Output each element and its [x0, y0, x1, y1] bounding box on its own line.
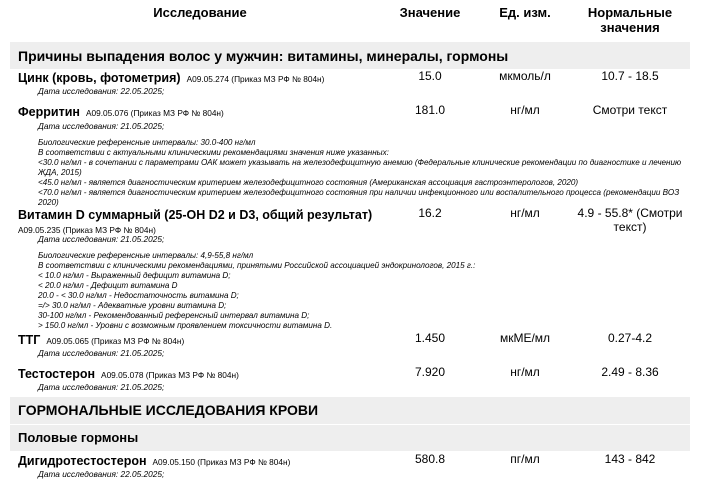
test-name: Ферритин — [18, 105, 80, 119]
unit-tsh: мкМЕ/мл — [499, 331, 551, 345]
header-value: Значение — [399, 5, 461, 20]
ferritin-reference-note — [38, 138, 688, 208]
unit-vitamin-d: нг/мл — [510, 206, 540, 220]
note-line: > 150.0 нг/мл - Уровни с возможным проявлением токсичности витамина D. — [38, 321, 333, 330]
note-line: <45.0 нг/мл - является диагностическим критерием железодефицитного состояния (Американская ассоциация гастроэнтерологов, 2020) — [38, 178, 579, 187]
norm-ferritin: Смотри текст — [592, 103, 668, 117]
section-title: ГОРМОНАЛЬНЫЕ ИССЛЕДОВАНИЯ КРОВИ — [18, 402, 319, 418]
date-zinc: Дата исследования: 22.05.2025; — [38, 86, 165, 96]
section-vitamins-minerals-hormones — [10, 42, 690, 69]
section-title: Причины выпадения волос у мужчин: витамины, минералы, гормоны — [18, 48, 509, 64]
note-line: <70.0 нг/мл - является диагностическим критерием железодефицитного состояния при наличии инфекционного или воспалительного процесса (рекомендации ВОЗ 2020) — [38, 188, 680, 207]
norm-testosterone: 2.49 - 8.36 — [601, 365, 659, 379]
test-name-dht — [18, 452, 290, 470]
unit-testosterone: нг/мл — [510, 365, 540, 379]
note-line: <30.0 нг/мл - в сочетании с параметрами ОАК может указывать на железодефицитную анемию (Федеральные клинические рекомендации по диагностике и лечению ЖДА, 2015) — [38, 158, 682, 177]
note-line: < 10.0 нг/мл - Выраженный дефицит витамина D; — [38, 271, 231, 280]
vitamin-d-reference-note — [38, 251, 688, 331]
unit-zinc: мкмоль/л — [499, 69, 551, 83]
test-name: Дигидротестостерон — [18, 454, 147, 468]
value-tsh: 1.450 — [414, 331, 446, 345]
test-name-testosterone — [18, 365, 239, 383]
note-line: В соответствии с клиническими рекомендациями, принятыми Российской ассоциацией эндокринологов, 2015 г.: — [38, 261, 476, 270]
header-study: Исследование — [153, 5, 247, 20]
note-line: =/> 30.0 нг/мл - Адекватные уровни витамина D; — [38, 301, 227, 310]
note-line: 30-100 нг/мл - Рекомендованный референсный интервал витамина D; — [38, 311, 310, 320]
date-tsh: Дата исследования: 21.05.2025; — [38, 348, 165, 358]
section-sex-hormones — [10, 425, 690, 451]
note-line: Биологические референсные интервалы: 4,9-55,8 нг/мл — [38, 251, 254, 260]
value-zinc: 15.0 — [418, 69, 442, 83]
test-code: A09.05.076 (Приказ МЗ РФ № 804н) — [85, 108, 224, 118]
test-name-vitamin-d — [18, 206, 372, 235]
test-code: A09.05.235 (Приказ МЗ РФ № 804н) — [18, 225, 156, 235]
unit-dht: пг/мл — [510, 452, 540, 466]
test-code: A09.05.078 (Приказ МЗ РФ № 804н) — [101, 370, 239, 380]
test-name: Цинк (кровь, фотометрия) — [18, 71, 181, 85]
date-testosterone: Дата исследования: 21.05.2025; — [38, 382, 165, 392]
value-testosterone: 7.920 — [414, 365, 446, 379]
header-norm: Нормальные значения — [587, 5, 673, 35]
unit-ferritin: нг/мл — [510, 103, 540, 117]
norm-vitamin-d: 4.9 - 55.8* (Смотри текст) — [577, 206, 683, 234]
value-ferritin: 181.0 — [414, 103, 446, 117]
date-ferritin: Дата исследования: 21.05.2025; — [38, 121, 165, 131]
test-name-tsh — [18, 331, 184, 349]
note-line: 20.0 - < 30.0 нг/мл - Недостаточность витамина D; — [38, 291, 239, 300]
test-name: ТТГ — [18, 333, 41, 347]
norm-tsh: 0.27-4.2 — [607, 331, 653, 345]
date-vitamin-d: Дата исследования: 21.05.2025; — [38, 234, 165, 244]
norm-dht: 143 - 842 — [604, 452, 656, 466]
test-code: A09.05.274 (Приказ МЗ РФ № 804н) — [186, 74, 325, 84]
note-line: Биологические референсные интервалы: 30.0-400 нг/мл — [38, 138, 256, 147]
norm-zinc: 10.7 - 18.5 — [601, 69, 659, 83]
test-name-ferritin — [18, 103, 224, 121]
test-name: Витамин D суммарный (25-OH D2 и D3, общий результат) — [18, 208, 373, 222]
test-name: Тестостерон — [18, 367, 96, 381]
header-unit: Ед. изм. — [499, 5, 551, 20]
test-code: A09.05.065 (Приказ МЗ РФ № 804н) — [46, 336, 185, 346]
value-vitamin-d: 16.2 — [418, 206, 442, 220]
value-dht: 580.8 — [414, 452, 446, 466]
test-name-zinc — [18, 69, 324, 87]
section-hormonal-blood-tests — [10, 397, 690, 424]
note-line: В соответствии с актуальными клиническими рекомендациями значения ниже указанных: — [38, 148, 389, 157]
section-title: Половые гормоны — [18, 430, 139, 445]
date-dht: Дата исследования: 22.05.2025; — [38, 469, 165, 479]
note-line: < 20.0 нг/мл - Дефицит витамина D — [38, 281, 178, 290]
test-code: A09.05.150 (Приказ МЗ РФ № 804н) — [152, 457, 291, 467]
